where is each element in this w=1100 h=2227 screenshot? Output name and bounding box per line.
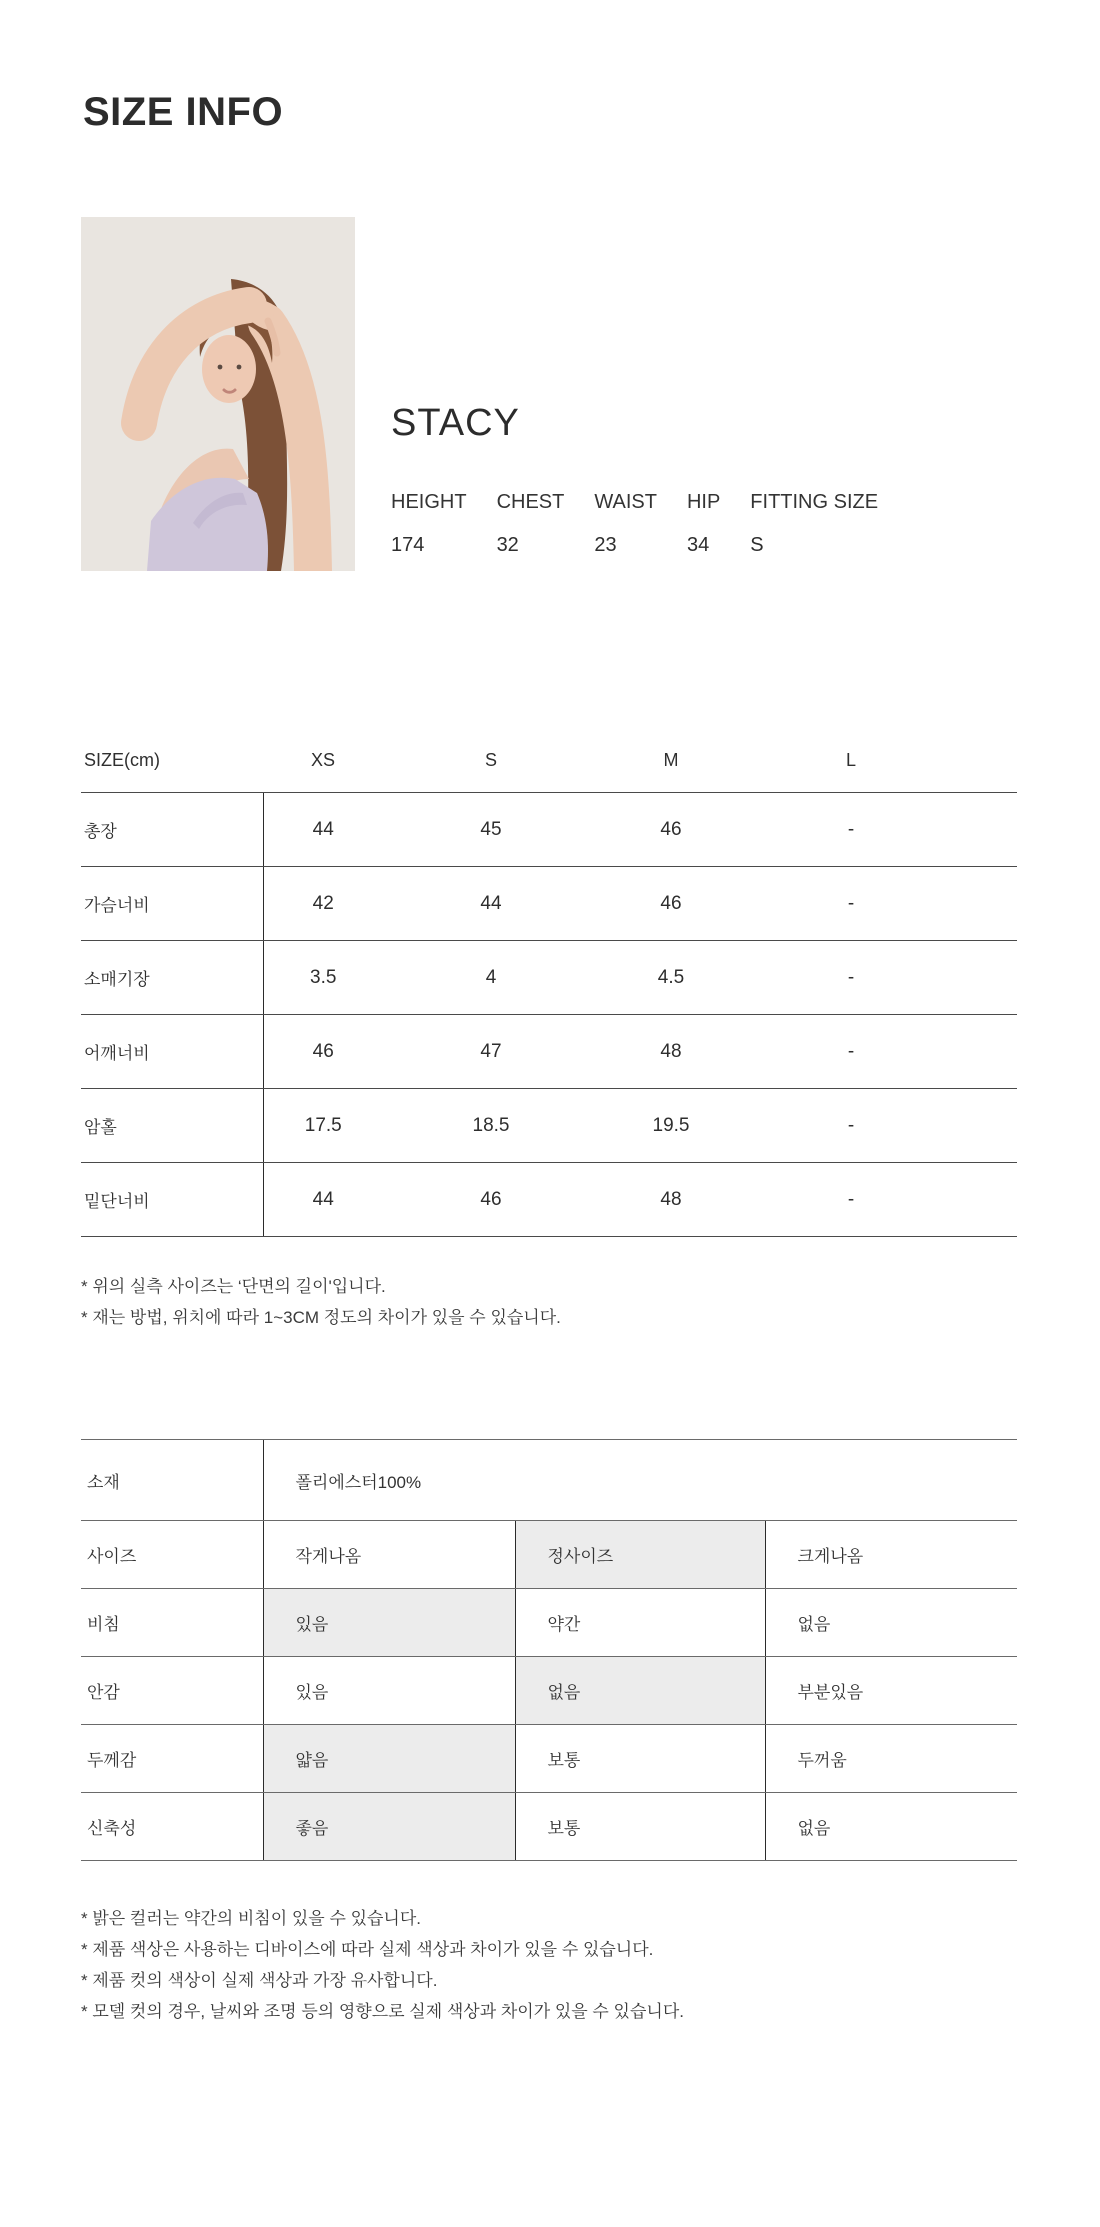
size-info-section <box>0 92 1100 2027</box>
size-table-header-m: M <box>599 729 743 793</box>
model-hero <box>81 217 1100 571</box>
size-cell: 42 <box>263 867 383 941</box>
size-table-header <box>81 729 1017 793</box>
size-cell: 44 <box>383 867 599 941</box>
size-cell-spacer <box>959 867 1017 941</box>
size-cell: 4.5 <box>599 941 743 1015</box>
size-cell: 44 <box>263 793 383 867</box>
detail-row-label: 소재 <box>81 1440 263 1521</box>
size-table-notes <box>81 1271 1100 1333</box>
model-name: STACY <box>391 402 520 444</box>
size-cell-spacer <box>959 1163 1017 1237</box>
detail-row-label: 신축성 <box>81 1793 263 1861</box>
page-title: SIZE INFO <box>83 90 284 134</box>
size-cell: 4 <box>383 941 599 1015</box>
stat-height <box>391 491 467 556</box>
detail-option: 두꺼움 <box>765 1725 1017 1793</box>
model-info <box>391 217 878 571</box>
size-cell: - <box>743 1163 959 1237</box>
stat-chest-label: CHEST <box>496 491 565 513</box>
size-cell: - <box>743 941 959 1015</box>
table-row <box>81 1440 1017 1521</box>
bottom-note-line: * 제품 컷의 색상이 실제 색상과 가장 유사합니다. <box>81 1971 438 1990</box>
size-cell: 46 <box>599 867 743 941</box>
size-table-header-unit: SIZE(cm) <box>81 729 263 793</box>
table-row <box>81 1589 1017 1657</box>
size-note-line: * 위의 실측 사이즈는 ‘단면의 길이'입니다. <box>81 1277 386 1296</box>
detail-option: 보통 <box>515 1725 765 1793</box>
size-row-label: 소매기장 <box>81 941 263 1015</box>
size-row-label: 총장 <box>81 793 263 867</box>
table-row <box>81 1725 1017 1793</box>
table-row <box>81 793 1017 867</box>
size-cell-spacer <box>959 1015 1017 1089</box>
detail-option-selected: 얇음 <box>263 1725 515 1793</box>
size-cell: 48 <box>599 1163 743 1237</box>
stat-fitting-size <box>750 491 878 556</box>
size-cell: 46 <box>383 1163 599 1237</box>
size-row-label: 어깨너비 <box>81 1015 263 1089</box>
stat-height-value: 174 <box>391 534 425 556</box>
table-row <box>81 1163 1017 1237</box>
stat-hip-value: 34 <box>686 534 710 556</box>
stat-fitting-size-value: S <box>750 534 764 556</box>
bottom-notes <box>81 1903 1100 2027</box>
table-row <box>81 1015 1017 1089</box>
stat-hip <box>687 491 720 556</box>
detail-option-selected: 정사이즈 <box>515 1521 765 1589</box>
size-cell-spacer <box>959 793 1017 867</box>
table-row <box>81 941 1017 1015</box>
size-cell: 17.5 <box>263 1089 383 1163</box>
size-cell: 47 <box>383 1015 599 1089</box>
table-row <box>81 1521 1017 1589</box>
size-cell: - <box>743 1089 959 1163</box>
material-value: 폴리에스터100% <box>263 1440 1017 1521</box>
stat-waist <box>594 491 657 556</box>
table-row <box>81 1089 1017 1163</box>
size-table-header-l: L <box>743 729 959 793</box>
detail-option: 없음 <box>765 1589 1017 1657</box>
size-cell-spacer <box>959 941 1017 1015</box>
table-row <box>81 1657 1017 1725</box>
size-cell: 46 <box>263 1015 383 1089</box>
detail-option-selected: 없음 <box>515 1657 765 1725</box>
size-cell: 46 <box>599 793 743 867</box>
detail-row-label: 사이즈 <box>81 1521 263 1589</box>
model-photo <box>81 217 355 571</box>
detail-row-label: 안감 <box>81 1657 263 1725</box>
size-cell-spacer <box>959 1089 1017 1163</box>
size-row-label: 가슴너비 <box>81 867 263 941</box>
size-table-header-spacer <box>959 729 1017 793</box>
model-photo-illustration <box>81 217 355 571</box>
size-cell: 45 <box>383 793 599 867</box>
detail-row-label: 두께감 <box>81 1725 263 1793</box>
size-cell: - <box>743 867 959 941</box>
detail-row-label: 비침 <box>81 1589 263 1657</box>
detail-option: 보통 <box>515 1793 765 1861</box>
stat-waist-value: 23 <box>594 534 617 556</box>
stat-chest <box>497 491 565 556</box>
size-table-header-s: S <box>383 729 599 793</box>
detail-option: 약간 <box>515 1589 765 1657</box>
size-cell: 44 <box>263 1163 383 1237</box>
detail-option: 있음 <box>263 1657 515 1725</box>
bottom-note-line: * 제품 색상은 사용하는 디바이스에 따라 실제 색상과 차이가 있을 수 있습니다. <box>81 1940 654 1959</box>
detail-option: 없음 <box>765 1793 1017 1861</box>
size-cell: 18.5 <box>383 1089 599 1163</box>
size-cell: - <box>743 793 959 867</box>
bottom-note-line: * 모델 컷의 경우, 날씨와 조명 등의 영향으로 실제 색상과 차이가 있을 수 있습니다. <box>81 2002 684 2021</box>
material-fit-table <box>81 1439 1017 1861</box>
table-row <box>81 1793 1017 1861</box>
detail-option: 크게나옴 <box>765 1521 1017 1589</box>
detail-option: 부분있음 <box>765 1657 1017 1725</box>
detail-option-selected: 있음 <box>263 1589 515 1657</box>
model-stats <box>391 491 878 556</box>
stat-hip-label: HIP <box>686 491 721 513</box>
stat-chest-value: 32 <box>496 534 519 556</box>
bottom-note-line: * 밝은 컬러는 약간의 비침이 있을 수 있습니다. <box>81 1909 421 1928</box>
size-table <box>81 729 1017 1237</box>
stat-height-label: HEIGHT <box>391 491 467 513</box>
stat-waist-label: WAIST <box>594 491 657 513</box>
size-cell: 3.5 <box>263 941 383 1015</box>
size-table-header-xs: XS <box>263 729 383 793</box>
size-row-label: 밑단너비 <box>81 1163 263 1237</box>
size-cell: - <box>743 1015 959 1089</box>
detail-option-selected: 좋음 <box>263 1793 515 1861</box>
size-cell: 48 <box>599 1015 743 1089</box>
table-row <box>81 867 1017 941</box>
detail-option: 작게나옴 <box>263 1521 515 1589</box>
size-row-label: 암홀 <box>81 1089 263 1163</box>
stat-fitting-size-label: FITTING SIZE <box>750 491 879 513</box>
size-note-line: * 재는 방법, 위치에 따라 1~3CM 정도의 차이가 있을 수 있습니다. <box>81 1308 561 1327</box>
size-cell: 19.5 <box>599 1089 743 1163</box>
